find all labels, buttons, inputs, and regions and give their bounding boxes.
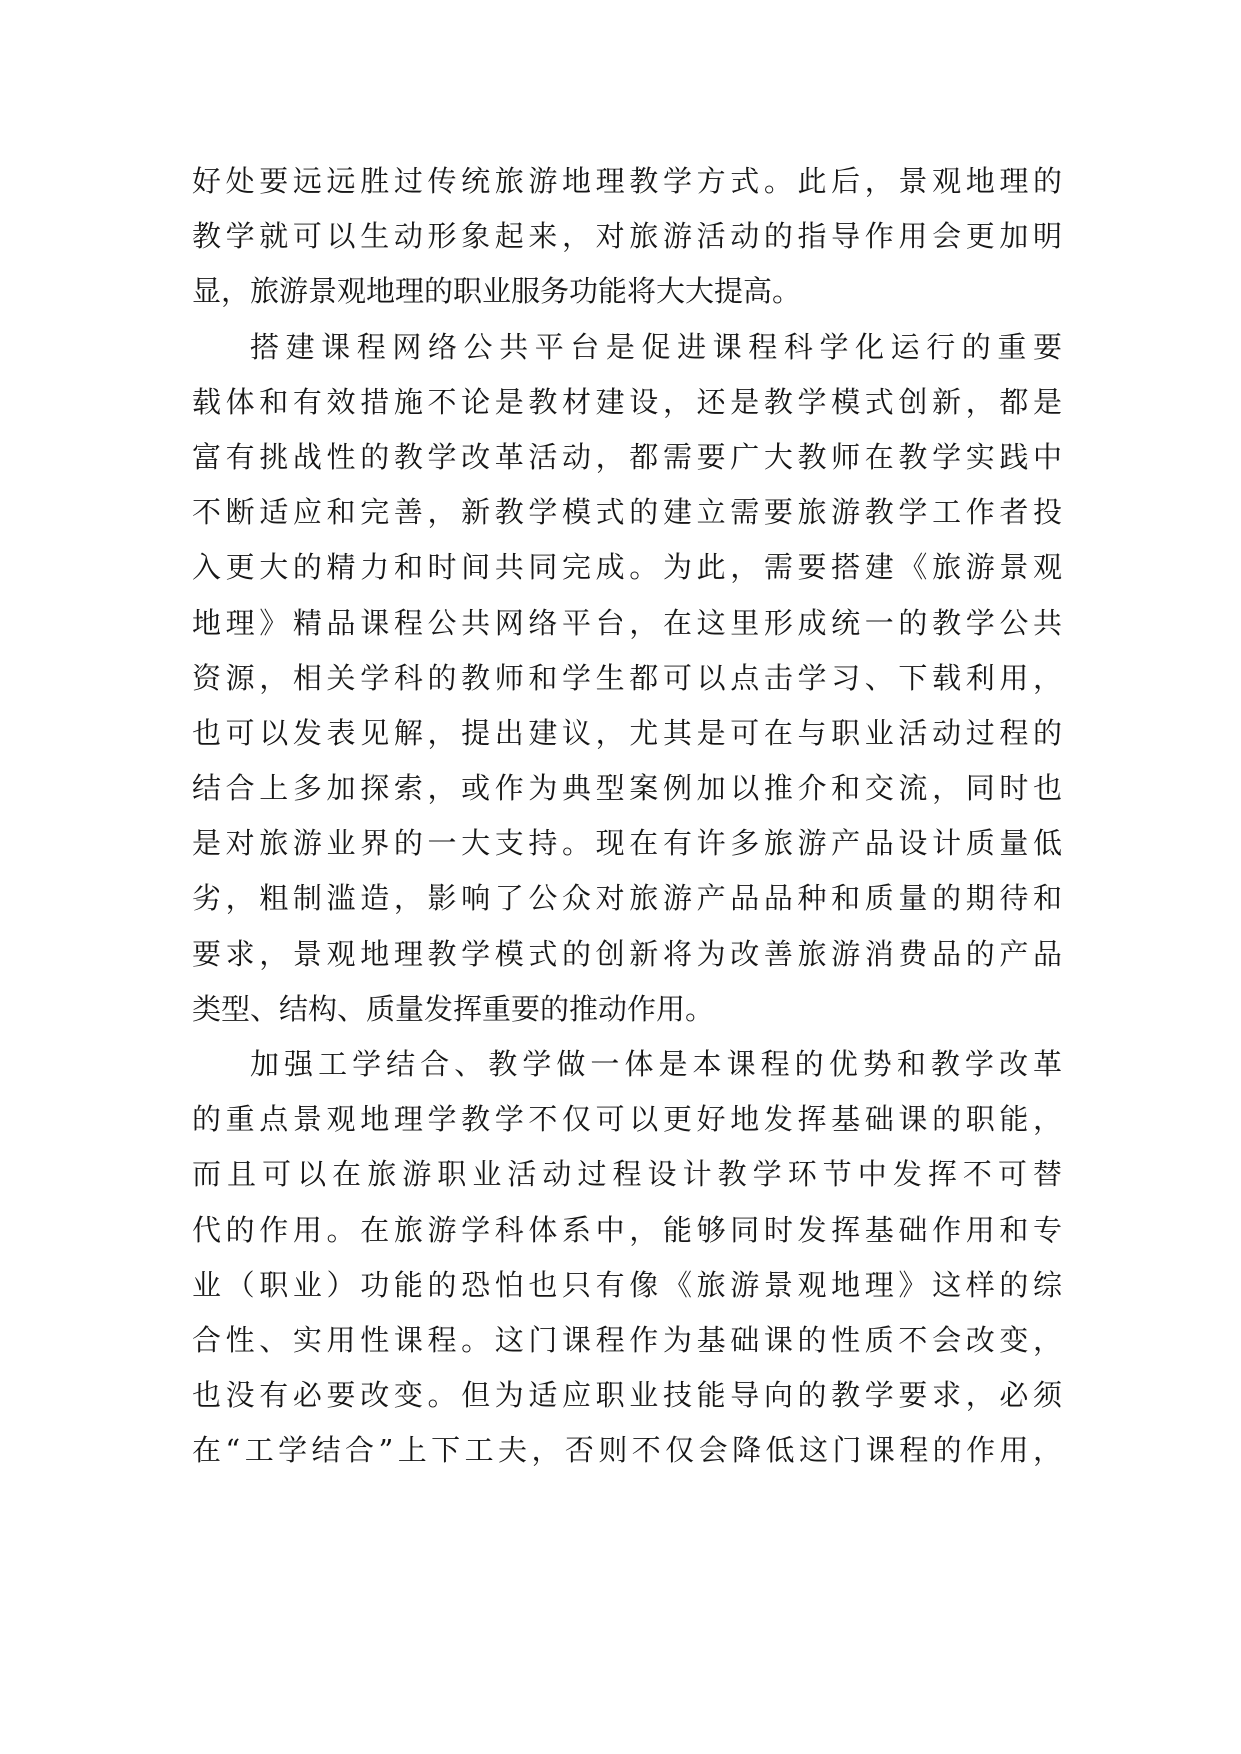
document-body bbox=[192, 154, 1062, 1479]
text-line: 也没有必要改变。但为适应职业技能导向的教学要求，必须 bbox=[192, 1378, 1062, 1413]
paragraph-1 bbox=[192, 154, 1062, 320]
text-line: 地理》精品课程公共网络平台，在这里形成统一的教学公共 bbox=[192, 605, 1062, 640]
text-line: 合性、实用性课程。这门课程作为基础课的性质不会改变， bbox=[192, 1322, 1062, 1357]
text-line: 而且可以在旅游职业活动过程设计教学环节中发挥不可替 bbox=[192, 1157, 1062, 1192]
text-line: 是对旅游业界的一大支持。现在有许多旅游产品设计质量低 bbox=[192, 826, 1062, 861]
text-line: 载体和有效措施不论是教材建设，还是教学模式创新，都是 bbox=[192, 384, 1062, 419]
text-line: 也可以发表见解，提出建议，尤其是可在与职业活动过程的 bbox=[192, 715, 1062, 750]
text-line: 类型、结构、质量发挥重要的推动作用。 bbox=[192, 991, 715, 1026]
text-line: 富有挑战性的教学改革活动，都需要广大教师在教学实践中 bbox=[192, 439, 1062, 474]
text-line: 加强工学结合、教学做一体是本课程的优势和教学改革 bbox=[250, 1047, 1062, 1081]
text-line: 的重点景观地理学教学不仅可以更好地发挥基础课的职能， bbox=[192, 1102, 1062, 1137]
text-line: 资源，相关学科的教师和学生都可以点击学习、下载利用， bbox=[192, 660, 1062, 695]
text-line: 入更大的精力和时间共同完成。为此，需要搭建《旅游景观 bbox=[192, 550, 1062, 585]
text-line: 劣，粗制滥造，影响了公众对旅游产品品种和质量的期待和 bbox=[192, 881, 1062, 916]
paragraph-3 bbox=[192, 1037, 1062, 1479]
text-line: 搭建课程网络公共平台是促进课程科学化运行的重要 bbox=[250, 329, 1062, 364]
text-line: 不断适应和完善，新教学模式的建立需要旅游教学工作者投 bbox=[192, 495, 1062, 530]
paragraph-2 bbox=[192, 320, 1062, 1037]
text-line: 教学就可以生动形象起来，对旅游活动的指导作用会更加明 bbox=[192, 219, 1062, 254]
text-line: 好处要远远胜过传统旅游地理教学方式。此后，景观地理的 bbox=[192, 164, 1062, 198]
text-line: 在“工学结合”上下工夫，否则不仅会降低这门课程的作用， bbox=[192, 1433, 1062, 1468]
text-line: 要求，景观地理教学模式的创新将为改善旅游消费品的产品 bbox=[192, 936, 1062, 971]
text-line: 业（职业）功能的恐怕也只有像《旅游景观地理》这样的综 bbox=[192, 1267, 1062, 1302]
text-line: 显，旅游景观地理的职业服务功能将大大提高。 bbox=[192, 274, 802, 309]
text-line: 结合上多加探索，或作为典型案例加以推介和交流，同时也 bbox=[192, 771, 1062, 806]
text-line: 代的作用。在旅游学科体系中，能够同时发挥基础作用和专 bbox=[192, 1212, 1062, 1247]
